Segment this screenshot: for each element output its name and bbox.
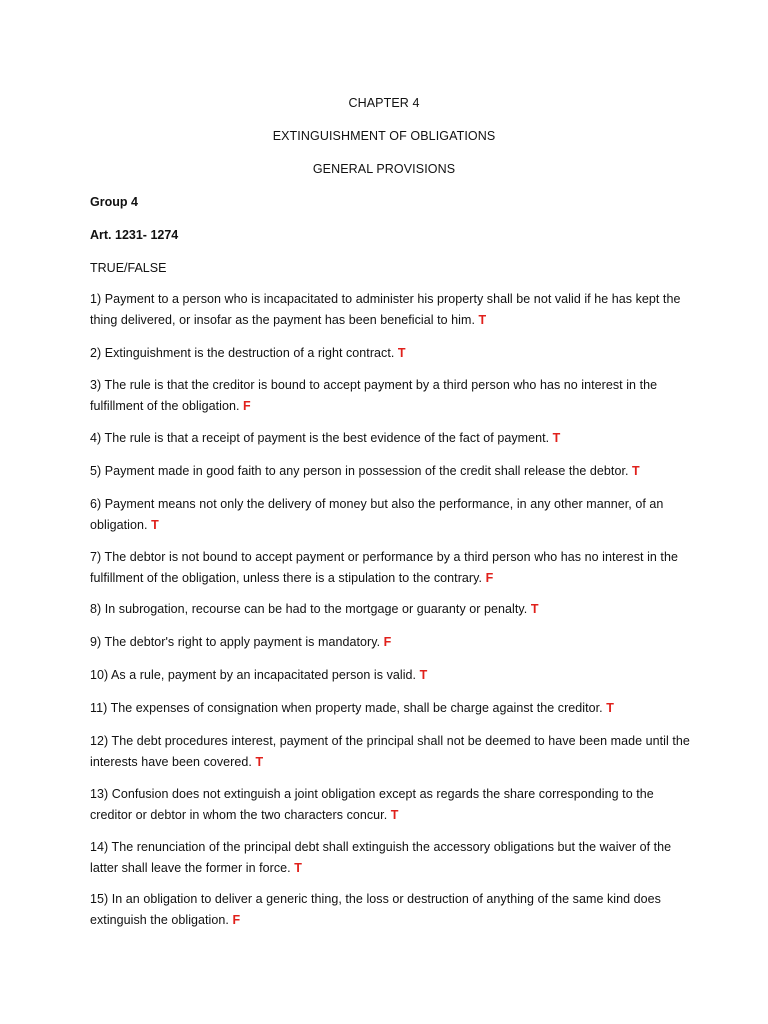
question-item (90, 632, 690, 653)
question-text: 14) The renunciation of the principal debt shall extinguish the accessory obligations but the waiver of the latter shall leave the former in force. (90, 840, 672, 875)
answer-mark: F (232, 913, 241, 927)
question-item (90, 665, 690, 686)
answer-mark: T (478, 313, 487, 327)
answer-mark: T (632, 464, 640, 478)
articles-label: Art. 1231- 1274 (90, 228, 179, 242)
question-text: 12) The debt procedures interest, payment of the principal shall not be deemed to have been made until the interests have been covered. (90, 734, 690, 769)
answer-mark: F (383, 635, 392, 649)
answer-mark: T (390, 808, 399, 822)
question-item (90, 428, 690, 449)
quiz-type-label: TRUE/FALSE (90, 261, 167, 275)
question-text: 5) Payment made in good faith to any person in possession of the credit shall release the debtor. (90, 464, 629, 478)
question-text: 10) As a rule, payment by an incapacitated person is valid. (90, 668, 417, 682)
question-text: 1) Payment to a person who is incapacitated to administer his property shall be not valid if he has kept the thing delivered, or insofar as the payment has been beneficial to him. (90, 292, 681, 327)
group-label: Group 4 (90, 195, 138, 209)
question-text: 9) The debtor's right to apply payment is mandatory. (90, 635, 381, 649)
chapter-heading: CHAPTER 4 (348, 96, 420, 110)
question-item (90, 289, 690, 331)
answer-mark: T (530, 602, 539, 616)
answer-mark: T (397, 346, 406, 360)
answer-mark: F (243, 399, 251, 413)
answer-mark: T (552, 431, 561, 445)
answer-mark: T (419, 668, 428, 682)
document-title: EXTINGUISHMENT OF OBLIGATIONS (272, 129, 496, 143)
question-text: 7) The debtor is not bound to accept payment or performance by a third person who has no interest in the fulfillment of the obligation, unless there is a stipulation to the contrary. (90, 550, 678, 585)
question-item (90, 547, 690, 589)
question-text: 2) Extinguishment is the destruction of a right contract. (90, 346, 395, 360)
question-text: 15) In an obligation to deliver a generic thing, the loss or destruction of anything of the same kind does extinguish the obligation. (90, 892, 661, 927)
question-item (90, 889, 690, 931)
question-text: 6) Payment means not only the delivery of money but also the performance, in any other manner, of an obligation. (90, 497, 664, 532)
answer-mark: F (485, 571, 494, 585)
question-item (90, 461, 690, 482)
question-text: 11) The expenses of consignation when property made, shall be charge against the creditor. (90, 701, 603, 715)
answer-mark: T (255, 755, 264, 769)
answer-mark: T (606, 701, 614, 715)
question-item (90, 494, 690, 536)
question-item (90, 784, 690, 826)
answer-mark: T (294, 861, 302, 875)
question-text: 4) The rule is that a receipt of payment is the best evidence of the fact of payment. (90, 431, 550, 445)
question-item (90, 599, 690, 620)
question-text: 8) In subrogation, recourse can be had to the mortgage or guaranty or penalty. (90, 602, 528, 616)
question-item (90, 375, 690, 417)
answer-mark: T (151, 518, 159, 532)
question-item (90, 343, 690, 364)
question-item (90, 837, 690, 879)
section-heading: GENERAL PROVISIONS (312, 162, 456, 176)
question-item (90, 731, 690, 773)
question-item (90, 698, 690, 719)
question-text: 13) Confusion does not extinguish a joint obligation except as regards the share corresponding to the creditor or debtor in whom the two characters concur. (90, 787, 654, 822)
question-text: 3) The rule is that the creditor is bound to accept payment by a third person who has no interest in the fulfillment of the obligation. (90, 378, 658, 413)
